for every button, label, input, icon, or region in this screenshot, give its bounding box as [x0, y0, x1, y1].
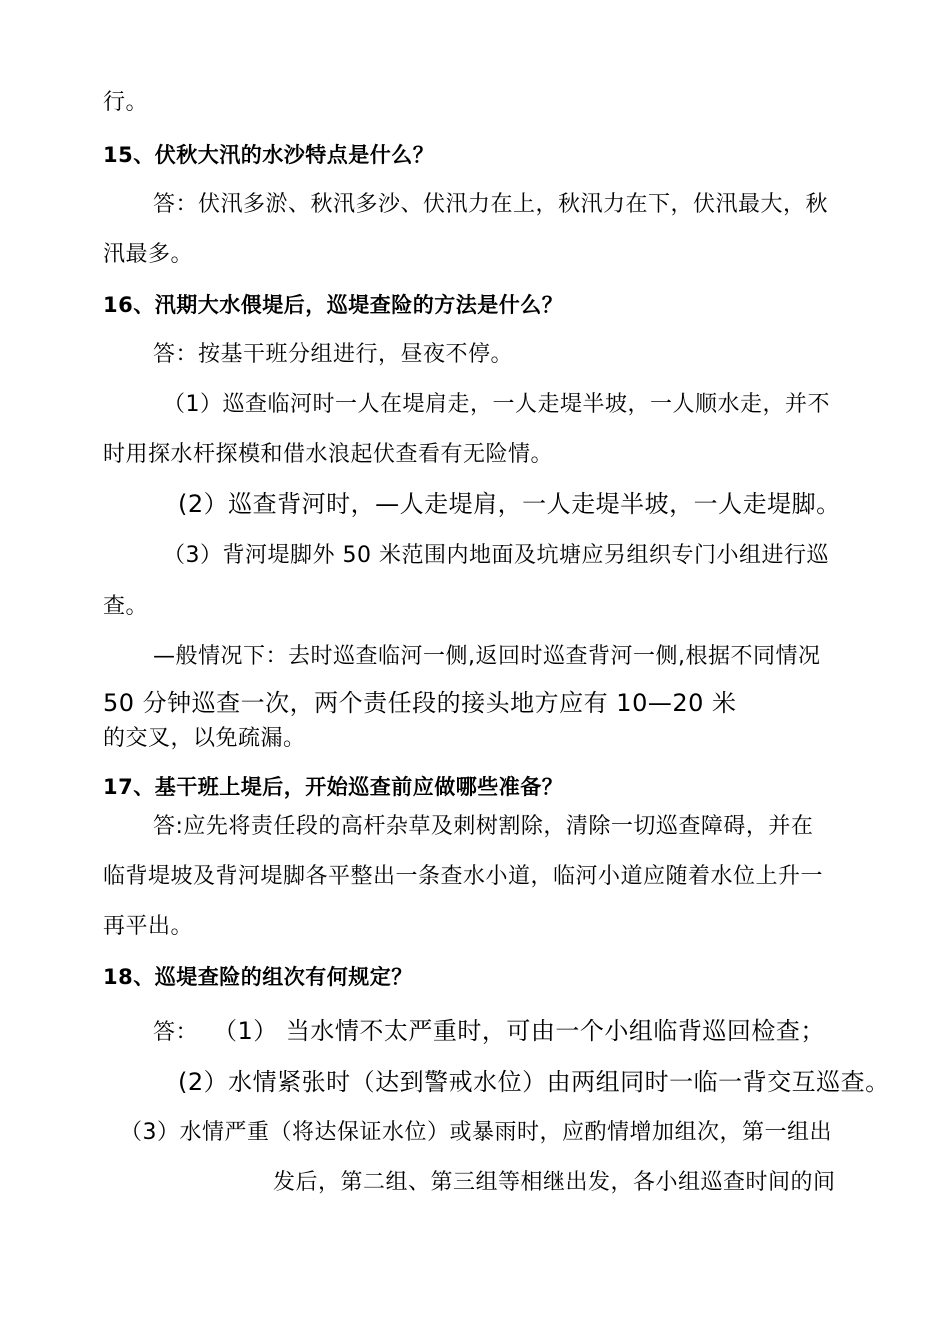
list-item: （1） 当水情不太严重时，可由一个小组临背巡回检查； [213, 1017, 825, 1045]
list-item: （3）水情严重（将达保证水位）或暴雨时，应酌情增加组次，第一组出 [120, 1120, 832, 1145]
paragraph-text: —般情况下：去时巡查临河一侧,返回时巡查背河一侧,根据不同情况 [153, 644, 821, 669]
list-item: (2）巡查背河时，—人走堤肩，一人走堤半坡，一人走堤脚。 [178, 490, 841, 518]
answer-text: 答:应先将责任段的高杆杂草及刺树割除，清除一切巡查障碍，并在 [153, 814, 814, 839]
list-item: （3）背河堤脚外 50 米范围内地面及坑塘应另组织专门小组进行巡 [163, 543, 829, 568]
question-heading: 17、基干班上堤后，开始巡查前应做哪些准备？ [103, 775, 564, 799]
text-line: 临背堤坡及背河堤脚各平整出一条查水小道，临河小道应随着水位上升一 [103, 864, 824, 889]
text-line: 汛最多。 [103, 242, 194, 267]
answer-text: 答：按基干班分组进行，昼夜不停。 [153, 342, 514, 367]
text-line: 50 分钟巡查一次，两个责任段的接头地方应有 10—20 米 [103, 689, 737, 717]
answer-label: 答： [153, 1020, 199, 1045]
text-line: 查。 [103, 594, 149, 619]
list-item: （1）巡查临河时一人在堤肩走，一人走堤半坡，一人顺水走，并不 [163, 392, 830, 417]
text-line: 再平出。 [103, 914, 194, 939]
text-line: 行。 [103, 90, 149, 115]
question-heading: 16、汛期大水偎堤后，巡堤查险的方法是什么？ [103, 293, 564, 317]
question-heading: 15、伏秋大汛的水沙特点是什么？ [103, 143, 435, 167]
text-line: 发后，第二组、第三组等相继出发，各小组巡查时间的间 [273, 1170, 836, 1195]
list-item: (2）水情紧张时（达到警戒水位）由两组同时一临一背交互巡查。 [178, 1068, 890, 1096]
question-heading: 18、巡堤查险的组次有何规定？ [103, 965, 413, 989]
answer-text: 答：伏汛多淤、秋汛多沙、伏汛力在上，秋汛力在下，伏汛最大，秋 [153, 192, 829, 217]
text-line: 的交叉，以免疏漏。 [103, 726, 306, 751]
text-line: 时用探水杆探模和借水浪起伏查看有无险情。 [103, 442, 554, 467]
